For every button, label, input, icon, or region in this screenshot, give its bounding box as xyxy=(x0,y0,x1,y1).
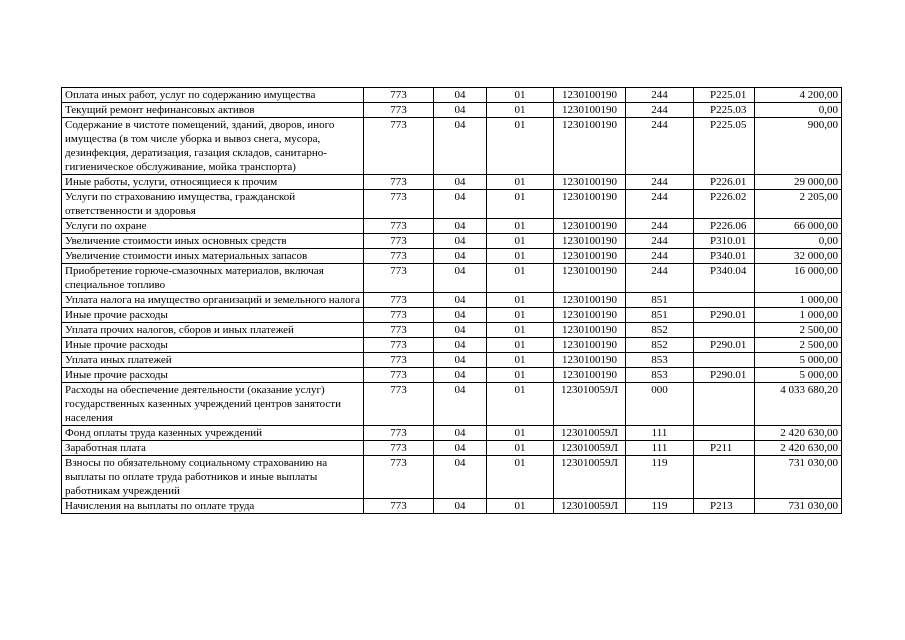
cell-expense-type: 244 xyxy=(626,190,694,219)
cell-name: Взносы по обязательному социальному страхованию на выплаты по оплате труда работников и иные выплаты работникам учреждений xyxy=(62,456,364,499)
table-row xyxy=(62,175,842,190)
cell-target-article: 1230100190 xyxy=(554,264,626,293)
cell-subsection-code: 01 xyxy=(487,383,554,426)
table-row xyxy=(62,383,842,426)
cell-admin-code: 773 xyxy=(364,499,434,514)
cell-admin-code: 773 xyxy=(364,368,434,383)
cell-name: Увеличение стоимости иных материальных запасов xyxy=(62,249,364,264)
cell-target-article: 123010059Л xyxy=(554,441,626,456)
cell-admin-code: 773 xyxy=(364,383,434,426)
table-row xyxy=(62,103,842,118)
cell-amount: 5 000,00 xyxy=(755,353,842,368)
cell-subsection-code: 01 xyxy=(487,293,554,308)
cell-expense-type: 851 xyxy=(626,293,694,308)
cell-subsection-code: 01 xyxy=(487,88,554,103)
table-row xyxy=(62,323,842,338)
cell-target-article: 1230100190 xyxy=(554,308,626,323)
cell-amount: 66 000,00 xyxy=(755,219,842,234)
cell-subsection-code: 01 xyxy=(487,249,554,264)
cell-subsection-code: 01 xyxy=(487,308,554,323)
cell-admin-code: 773 xyxy=(364,293,434,308)
cell-section-code: 04 xyxy=(434,293,487,308)
cell-subsection-code: 01 xyxy=(487,368,554,383)
table-row xyxy=(62,234,842,249)
table-row xyxy=(62,293,842,308)
table-row xyxy=(62,249,842,264)
cell-amount: 2 500,00 xyxy=(755,338,842,353)
cell-kosgu-code xyxy=(694,293,755,308)
cell-expense-type: 853 xyxy=(626,368,694,383)
cell-subsection-code: 01 xyxy=(487,118,554,175)
cell-section-code: 04 xyxy=(434,219,487,234)
cell-admin-code: 773 xyxy=(364,456,434,499)
cell-admin-code: 773 xyxy=(364,190,434,219)
cell-section-code: 04 xyxy=(434,338,487,353)
cell-target-article: 1230100190 xyxy=(554,190,626,219)
cell-section-code: 04 xyxy=(434,308,487,323)
cell-name: Уплата прочих налогов, сборов и иных платежей xyxy=(62,323,364,338)
cell-target-article: 1230100190 xyxy=(554,249,626,264)
cell-amount: 2 420 630,00 xyxy=(755,441,842,456)
cell-kosgu-code: P226.06 xyxy=(694,219,755,234)
cell-name: Иные работы, услуги, относящиеся к прочим xyxy=(62,175,364,190)
cell-expense-type: 244 xyxy=(626,249,694,264)
cell-name: Фонд оплаты труда казенных учреждений xyxy=(62,426,364,441)
cell-expense-type: 111 xyxy=(626,441,694,456)
cell-admin-code: 773 xyxy=(364,264,434,293)
cell-amount: 1 000,00 xyxy=(755,308,842,323)
cell-section-code: 04 xyxy=(434,441,487,456)
cell-amount: 731 030,00 xyxy=(755,499,842,514)
cell-section-code: 04 xyxy=(434,456,487,499)
cell-kosgu-code: P213 xyxy=(694,499,755,514)
cell-section-code: 04 xyxy=(434,426,487,441)
cell-admin-code: 773 xyxy=(364,118,434,175)
table-row xyxy=(62,426,842,441)
cell-name: Приобретение горюче-смазочных материалов, включая специальное топливо xyxy=(62,264,364,293)
cell-section-code: 04 xyxy=(434,175,487,190)
cell-kosgu-code: P225.01 xyxy=(694,88,755,103)
cell-admin-code: 773 xyxy=(364,308,434,323)
cell-admin-code: 773 xyxy=(364,338,434,353)
cell-name: Уплата иных платежей xyxy=(62,353,364,368)
cell-admin-code: 773 xyxy=(364,249,434,264)
cell-kosgu-code xyxy=(694,383,755,426)
cell-section-code: 04 xyxy=(434,264,487,293)
cell-section-code: 04 xyxy=(434,88,487,103)
cell-section-code: 04 xyxy=(434,190,487,219)
cell-kosgu-code: P290.01 xyxy=(694,338,755,353)
cell-target-article: 123010059Л xyxy=(554,499,626,514)
cell-admin-code: 773 xyxy=(364,323,434,338)
cell-target-article: 1230100190 xyxy=(554,293,626,308)
table-row xyxy=(62,456,842,499)
cell-admin-code: 773 xyxy=(364,88,434,103)
cell-kosgu-code xyxy=(694,426,755,441)
cell-expense-type: 244 xyxy=(626,118,694,175)
cell-expense-type: 852 xyxy=(626,338,694,353)
cell-amount: 0,00 xyxy=(755,234,842,249)
cell-amount: 5 000,00 xyxy=(755,368,842,383)
cell-subsection-code: 01 xyxy=(487,190,554,219)
cell-expense-type: 244 xyxy=(626,175,694,190)
cell-target-article: 1230100190 xyxy=(554,368,626,383)
cell-subsection-code: 01 xyxy=(487,499,554,514)
cell-target-article: 1230100190 xyxy=(554,219,626,234)
table-row xyxy=(62,499,842,514)
cell-kosgu-code: P225.05 xyxy=(694,118,755,175)
cell-target-article: 123010059Л xyxy=(554,456,626,499)
cell-kosgu-code: P226.01 xyxy=(694,175,755,190)
cell-subsection-code: 01 xyxy=(487,426,554,441)
cell-admin-code: 773 xyxy=(364,234,434,249)
cell-name: Содержание в чистоте помещений, зданий, дворов, иного имущества (в том числе уборка и вывоз снега, мусора, дезинфекция, дератизация, газация складов, санитарно-гигиеническое обслуживание, мойка транспорта) xyxy=(62,118,364,175)
cell-name: Услуги по страхованию имущества, гражданской ответственности и здоровья xyxy=(62,190,364,219)
cell-amount: 4 200,00 xyxy=(755,88,842,103)
cell-kosgu-code: P340.04 xyxy=(694,264,755,293)
table-row xyxy=(62,441,842,456)
cell-expense-type: 244 xyxy=(626,219,694,234)
cell-section-code: 04 xyxy=(434,499,487,514)
cell-target-article: 1230100190 xyxy=(554,175,626,190)
cell-name: Начисления на выплаты по оплате труда xyxy=(62,499,364,514)
cell-kosgu-code xyxy=(694,353,755,368)
cell-amount: 900,00 xyxy=(755,118,842,175)
cell-amount: 32 000,00 xyxy=(755,249,842,264)
cell-subsection-code: 01 xyxy=(487,338,554,353)
cell-section-code: 04 xyxy=(434,234,487,249)
cell-admin-code: 773 xyxy=(364,103,434,118)
cell-target-article: 123010059Л xyxy=(554,426,626,441)
table-row xyxy=(62,88,842,103)
cell-target-article: 1230100190 xyxy=(554,118,626,175)
cell-target-article: 123010059Л xyxy=(554,383,626,426)
table-row xyxy=(62,368,842,383)
cell-admin-code: 773 xyxy=(364,441,434,456)
cell-amount: 29 000,00 xyxy=(755,175,842,190)
cell-section-code: 04 xyxy=(434,249,487,264)
cell-amount: 2 420 630,00 xyxy=(755,426,842,441)
cell-amount: 2 500,00 xyxy=(755,323,842,338)
cell-name: Оплата иных работ, услуг по содержанию имущества xyxy=(62,88,364,103)
table-row xyxy=(62,308,842,323)
table-row xyxy=(62,190,842,219)
cell-subsection-code: 01 xyxy=(487,175,554,190)
cell-expense-type: 119 xyxy=(626,456,694,499)
cell-expense-type: 000 xyxy=(626,383,694,426)
cell-subsection-code: 01 xyxy=(487,456,554,499)
cell-admin-code: 773 xyxy=(364,175,434,190)
table-row xyxy=(62,353,842,368)
cell-name: Иные прочие расходы xyxy=(62,368,364,383)
budget-table xyxy=(61,87,842,514)
table-body xyxy=(62,88,842,514)
cell-kosgu-code xyxy=(694,323,755,338)
cell-name: Услуги по охране xyxy=(62,219,364,234)
cell-name: Уплата налога на имущество организаций и земельного налога xyxy=(62,293,364,308)
cell-amount: 1 000,00 xyxy=(755,293,842,308)
cell-amount: 4 033 680,20 xyxy=(755,383,842,426)
cell-name: Увеличение стоимости иных основных средств xyxy=(62,234,364,249)
cell-name: Текущий ремонт нефинансовых активов xyxy=(62,103,364,118)
cell-expense-type: 244 xyxy=(626,264,694,293)
cell-amount: 16 000,00 xyxy=(755,264,842,293)
cell-subsection-code: 01 xyxy=(487,323,554,338)
cell-section-code: 04 xyxy=(434,368,487,383)
cell-amount: 0,00 xyxy=(755,103,842,118)
cell-expense-type: 853 xyxy=(626,353,694,368)
cell-expense-type: 111 xyxy=(626,426,694,441)
cell-section-code: 04 xyxy=(434,353,487,368)
cell-kosgu-code: P290.01 xyxy=(694,368,755,383)
table-row xyxy=(62,118,842,175)
cell-admin-code: 773 xyxy=(364,219,434,234)
cell-target-article: 1230100190 xyxy=(554,103,626,118)
cell-name: Заработная плата xyxy=(62,441,364,456)
cell-section-code: 04 xyxy=(434,103,487,118)
table-row xyxy=(62,264,842,293)
cell-name: Расходы на обеспечение деятельности (оказание услуг) государственных казенных учреждений центров занятости населения xyxy=(62,383,364,426)
cell-amount: 731 030,00 xyxy=(755,456,842,499)
cell-subsection-code: 01 xyxy=(487,441,554,456)
cell-expense-type: 244 xyxy=(626,103,694,118)
cell-kosgu-code: P225.03 xyxy=(694,103,755,118)
table-row xyxy=(62,219,842,234)
cell-target-article: 1230100190 xyxy=(554,353,626,368)
cell-expense-type: 244 xyxy=(626,234,694,249)
cell-section-code: 04 xyxy=(434,383,487,426)
cell-kosgu-code: P290.01 xyxy=(694,308,755,323)
cell-expense-type: 852 xyxy=(626,323,694,338)
cell-admin-code: 773 xyxy=(364,426,434,441)
cell-amount: 2 205,00 xyxy=(755,190,842,219)
cell-expense-type: 119 xyxy=(626,499,694,514)
cell-kosgu-code: P211 xyxy=(694,441,755,456)
cell-admin-code: 773 xyxy=(364,353,434,368)
cell-target-article: 1230100190 xyxy=(554,323,626,338)
cell-expense-type: 244 xyxy=(626,88,694,103)
cell-name: Иные прочие расходы xyxy=(62,308,364,323)
cell-kosgu-code: P310.01 xyxy=(694,234,755,249)
cell-name: Иные прочие расходы xyxy=(62,338,364,353)
cell-expense-type: 851 xyxy=(626,308,694,323)
table-row xyxy=(62,338,842,353)
cell-target-article: 1230100190 xyxy=(554,234,626,249)
cell-section-code: 04 xyxy=(434,323,487,338)
cell-subsection-code: 01 xyxy=(487,219,554,234)
cell-kosgu-code: P340.01 xyxy=(694,249,755,264)
cell-target-article: 1230100190 xyxy=(554,338,626,353)
cell-subsection-code: 01 xyxy=(487,234,554,249)
cell-kosgu-code: P226.02 xyxy=(694,190,755,219)
cell-kosgu-code xyxy=(694,456,755,499)
cell-subsection-code: 01 xyxy=(487,353,554,368)
cell-subsection-code: 01 xyxy=(487,264,554,293)
cell-target-article: 1230100190 xyxy=(554,88,626,103)
cell-subsection-code: 01 xyxy=(487,103,554,118)
cell-section-code: 04 xyxy=(434,118,487,175)
